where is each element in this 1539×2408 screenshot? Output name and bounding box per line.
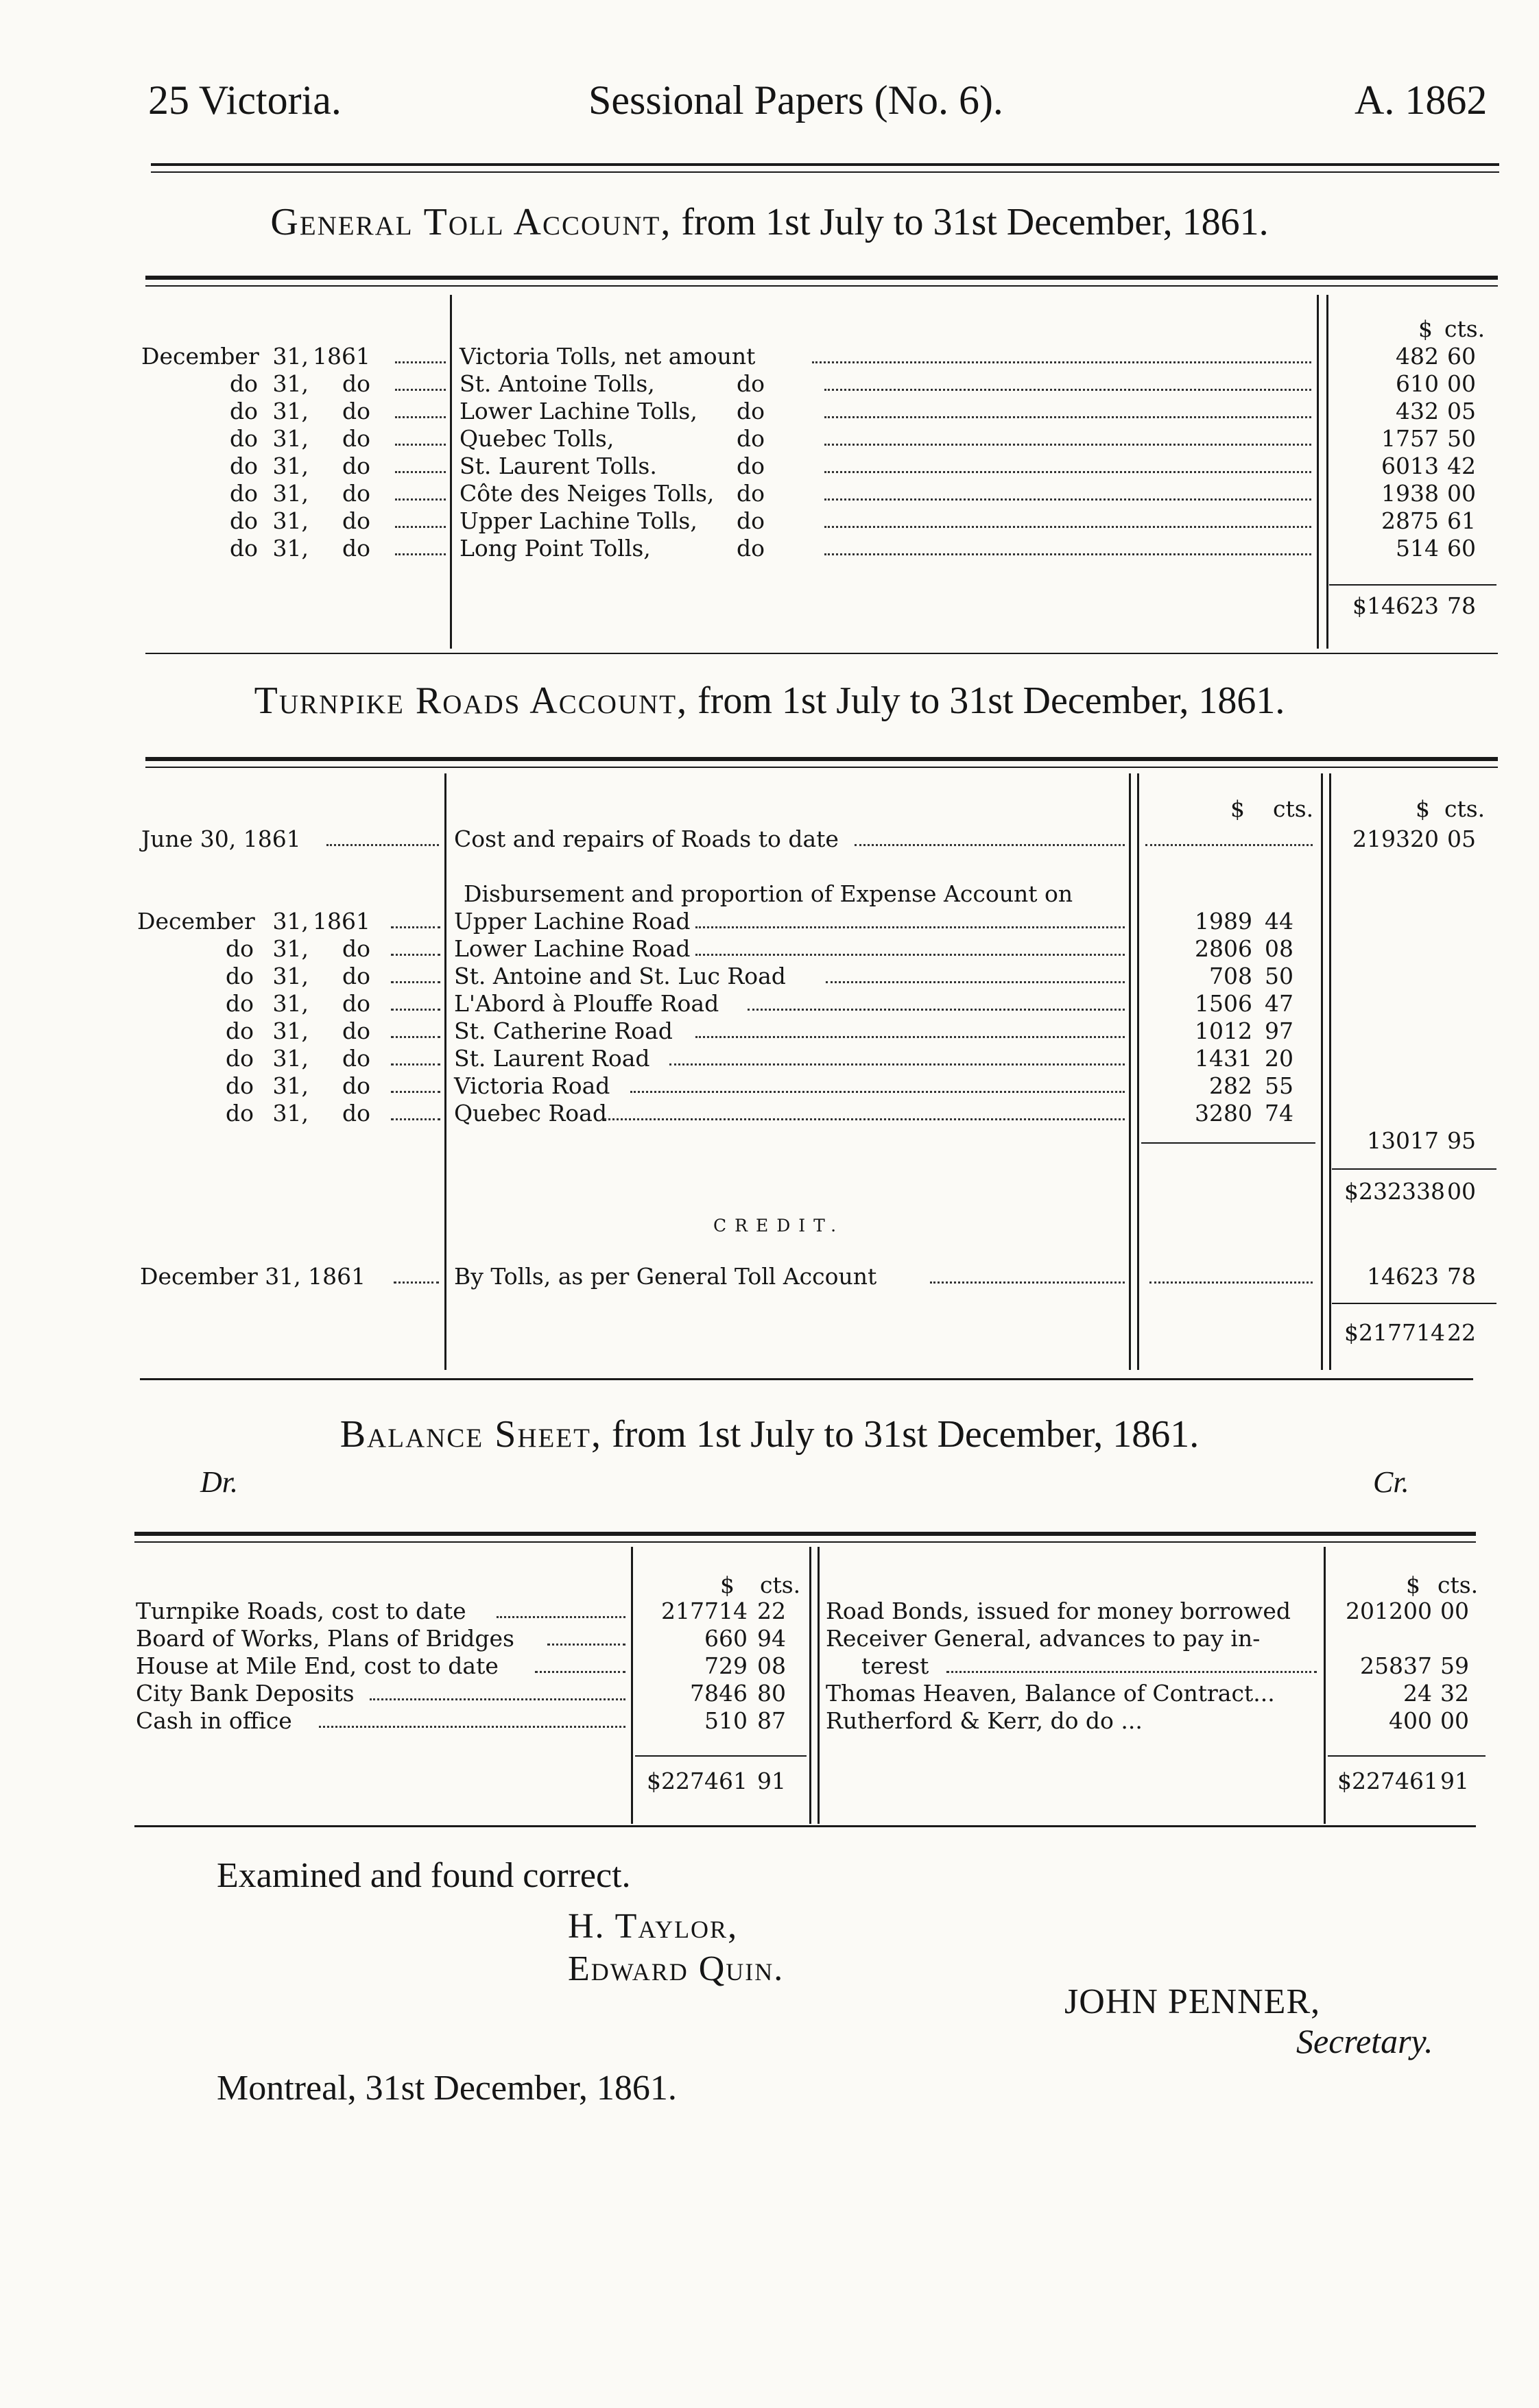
turnpike-row-desc: St. Antoine and St. Luc Road (454, 963, 786, 989)
toll-row-dollars: 432 (1396, 398, 1439, 424)
toll-row-date-day: 31, (272, 480, 309, 507)
balance-left-desc: Board of Works, Plans of Bridges (136, 1625, 514, 1652)
toll-row-date-month: do (230, 535, 258, 562)
toll-row-desc: Lower Lachine Tolls, (460, 398, 697, 424)
turnpike-row-desc: St. Laurent Road (454, 1045, 650, 1072)
turnpike-row-date-month: do (226, 1072, 254, 1099)
balance-right-total-cents: 91 (1440, 1768, 1469, 1794)
turnpike-row-date-day: 31, (272, 1072, 309, 1099)
turnpike-row (0, 908, 1539, 935)
toll-row-date-month: do (230, 480, 258, 507)
balance-right-row (0, 1652, 1539, 1680)
turnpike-row-cents: 44 (1265, 908, 1293, 935)
turnpike-net-rule (1332, 1303, 1496, 1304)
toll-title (0, 200, 1539, 244)
turnpike-sum-rule (1332, 1168, 1496, 1170)
turnpike-row (0, 963, 1539, 990)
toll-row-date-year: do (342, 453, 370, 479)
toll-row-cents: 60 (1447, 343, 1476, 370)
toll-row-dollars: 514 (1396, 535, 1439, 562)
toll-row-ditto: do (737, 398, 765, 424)
turnpike-top-rule (145, 757, 1498, 761)
header-rule (151, 163, 1499, 166)
balance-left-dollars: 7846 (690, 1680, 748, 1707)
toll-row-dollars: 1938 (1381, 480, 1439, 507)
balance-right-row (0, 1625, 1539, 1652)
turnpike-col-dollar-outer: $ (1416, 795, 1430, 822)
turnpike-first-date: June 30, 1861 (141, 826, 301, 852)
turnpike-col-cts-inner: cts. (1273, 795, 1314, 822)
balance-right-dollars: 201200 (1346, 1598, 1432, 1624)
turnpike-net (1344, 1319, 1495, 1347)
toll-row-dollars: 2875 (1381, 507, 1439, 534)
balance-right-cents: 00 (1440, 1707, 1469, 1734)
turnpike-row (0, 1018, 1539, 1045)
toll-row-dollars: 482 (1396, 343, 1439, 370)
turnpike-first-cents: 05 (1447, 826, 1476, 852)
balance-title (0, 1412, 1539, 1456)
turnpike-row (0, 1045, 1539, 1072)
balance-left-dollars: 217714 (661, 1598, 748, 1624)
balance-right-dollars: 24 (1403, 1680, 1432, 1707)
toll-row-dollars: 610 (1396, 370, 1439, 397)
toll-col-header (1344, 315, 1495, 343)
turnpike-row-date-month: December (137, 908, 255, 935)
balance-right-total-dollars: $227461 (1337, 1768, 1438, 1794)
turnpike-row-cents: 20 (1265, 1045, 1293, 1072)
toll-top-rule (145, 276, 1498, 280)
toll-row-date-day: 31, (272, 535, 309, 562)
turnpike-row-date-day: 31, (272, 1045, 309, 1072)
turnpike-row-dollars: 2806 (1195, 935, 1252, 962)
balance-right-cents: 32 (1440, 1680, 1469, 1707)
toll-row-cents: 61 (1447, 507, 1476, 534)
balance-right-desc: Road Bonds, issued for money borrowed (826, 1598, 1291, 1624)
turnpike-disb-total-cents: 95 (1447, 1127, 1476, 1154)
balance-left-cents: 87 (757, 1707, 786, 1734)
balance-right-total (1337, 1768, 1488, 1795)
turnpike-disb-total-dollars: 13017 (1367, 1127, 1439, 1154)
balance-right-desc: Thomas Heaven, Balance of Contract... (826, 1680, 1275, 1707)
turnpike-row-dollars: 1431 (1195, 1045, 1252, 1072)
balance-right-desc: Rutherford & Kerr, do do ... (826, 1707, 1143, 1734)
toll-row (0, 370, 1539, 398)
turnpike-row-date-day: 31, (272, 908, 309, 935)
balance-bottom-rule (134, 1825, 1476, 1827)
signature-quin: Edward Quin. (568, 1949, 785, 1988)
toll-row-date-day: 31, (272, 425, 309, 452)
toll-row (0, 398, 1539, 425)
turnpike-row-desc: Victoria Road (454, 1072, 610, 1099)
balance-left-cents: 08 (757, 1652, 786, 1679)
balance-right-dollars: 400 (1389, 1707, 1432, 1734)
toll-row-desc: Long Point Tolls, (460, 535, 651, 562)
balance-title-rest: from 1st July to 31st December, 1861. (601, 1413, 1200, 1456)
header-left: 25 Victoria. (148, 77, 342, 123)
balance-left-cents: 94 (757, 1625, 786, 1652)
turnpike-credit-row (0, 1263, 1539, 1290)
balance-top-rule-thin (134, 1541, 1476, 1543)
toll-row-date-month: December (141, 343, 259, 370)
toll-row-date-day: 31, (272, 453, 309, 479)
balance-top-rule (134, 1532, 1476, 1536)
turnpike-col-cts-outer: cts. (1444, 795, 1486, 822)
toll-row-cents: 00 (1447, 480, 1476, 507)
toll-total-dollars: $14623 (1352, 592, 1439, 619)
turnpike-col-dollar-inner: $ (1230, 795, 1245, 822)
turnpike-row-cents: 97 (1265, 1018, 1293, 1044)
balance-right-desc: Receiver General, advances to pay in- (826, 1625, 1261, 1652)
balance-left-col-header: $ cts. (720, 1572, 801, 1598)
toll-total-cents: 78 (1447, 592, 1476, 619)
turnpike-row-date-year: do (342, 1018, 370, 1044)
secretary-title: Secretary. (1296, 2022, 1433, 2060)
balance-right-cents: 59 (1440, 1652, 1469, 1679)
balance-left-cents: 80 (757, 1680, 786, 1707)
turnpike-row-desc: Lower Lachine Road (454, 935, 691, 962)
turnpike-credit-desc: By Tolls, as per General Toll Account (454, 1263, 877, 1290)
turnpike-title (0, 679, 1539, 723)
turnpike-row-dollars: 708 (1209, 963, 1252, 989)
turnpike-row-date-year: do (342, 963, 370, 989)
toll-row-cents: 60 (1447, 535, 1476, 562)
balance-title-sc: Balance Sheet, (339, 1413, 602, 1456)
secretary-name: JOHN PENNER, (1064, 1982, 1321, 2021)
balance-left-total (645, 1768, 809, 1795)
toll-sum-rule (1329, 584, 1496, 586)
header-right: A. 1862 (1355, 77, 1488, 123)
turnpike-row-desc: St. Catherine Road (454, 1018, 673, 1044)
toll-row (0, 425, 1539, 453)
balance-right-row (0, 1680, 1539, 1707)
header-center: Sessional Papers (No. 6). (588, 77, 1003, 123)
toll-row-ditto: do (737, 453, 765, 479)
turnpike-row-date-month: do (226, 1045, 254, 1072)
turnpike-sum-dollars: $232338 (1344, 1178, 1445, 1205)
toll-top-rule-thin (145, 285, 1498, 287)
balance-left-total-cents: 91 (757, 1768, 786, 1794)
turnpike-row-date-day: 31, (272, 1100, 309, 1127)
toll-col-dollar: $ (1418, 315, 1433, 342)
turnpike-row-desc: Upper Lachine Road (454, 908, 691, 935)
balance-cr: Cr. (1373, 1465, 1409, 1499)
turnpike-row-date-year: do (342, 990, 370, 1017)
balance-right-row (0, 1598, 1539, 1625)
turnpike-row-dollars: 1506 (1195, 990, 1252, 1017)
turnpike-row-cents: 47 (1265, 990, 1293, 1017)
toll-row-date-year: do (342, 535, 370, 562)
turnpike-top-rule-thin (145, 767, 1498, 768)
turnpike-row-dollars: 1989 (1195, 908, 1252, 935)
toll-row-date-year: do (342, 425, 370, 452)
turnpike-first-row (0, 826, 1539, 853)
turnpike-disb-total (1344, 1127, 1495, 1155)
toll-row-date-day: 31, (272, 398, 309, 424)
turnpike-row-cents: 55 (1265, 1072, 1293, 1099)
toll-row (0, 480, 1539, 507)
turnpike-row-cents: 08 (1265, 935, 1293, 962)
turnpike-row (0, 935, 1539, 963)
turnpike-row-date-month: do (226, 990, 254, 1017)
turnpike-net-dollars: $217714 (1344, 1319, 1445, 1346)
turnpike-credit-label: CREDIT. (713, 1216, 845, 1236)
turnpike-row-date-month: do (226, 1018, 254, 1044)
turnpike-row-date-day: 31, (272, 963, 309, 989)
balance-right-sum-rule (1328, 1755, 1486, 1757)
toll-row-ditto: do (737, 425, 765, 452)
toll-row-date-year: do (342, 480, 370, 507)
toll-row-desc: St. Laurent Tolls. (460, 453, 657, 479)
turnpike-row-cents: 74 (1265, 1100, 1293, 1127)
turnpike-row-date-year: do (342, 1100, 370, 1127)
toll-row-date-month: do (230, 398, 258, 424)
toll-title-sc: General Toll Account, (270, 201, 672, 243)
turnpike-first-desc: Cost and repairs of Roads to date (454, 826, 839, 852)
balance-right-dollars: 25837 (1360, 1652, 1432, 1679)
turnpike-first-dollars: 219320 (1352, 826, 1439, 852)
toll-row-cents: 00 (1447, 370, 1476, 397)
turnpike-row-desc: L'Abord à Plouffe Road (454, 990, 719, 1017)
toll-row-desc: Côte des Neiges Tolls, (460, 480, 715, 507)
turnpike-row-date-year: do (342, 935, 370, 962)
turnpike-row (0, 1072, 1539, 1100)
balance-left-total-dollars: $227461 (647, 1768, 748, 1794)
toll-row-date-month: do (230, 453, 258, 479)
examined-text: Examined and found correct. (217, 1856, 631, 1895)
toll-row-date-day: 31, (272, 507, 309, 534)
turnpike-row (0, 990, 1539, 1018)
toll-row-cents: 42 (1447, 453, 1476, 479)
turnpike-row-desc: Quebec Road (454, 1100, 607, 1127)
toll-row-dollars: 1757 (1381, 425, 1439, 452)
balance-left-desc: Turnpike Roads, cost to date (136, 1598, 466, 1624)
toll-row-date-year: do (342, 507, 370, 534)
turnpike-disb-heading: Disbursement and proportion of Expense Account on (464, 880, 1073, 907)
toll-col-cts: cts. (1444, 315, 1486, 342)
turnpike-row-date-day: 31, (272, 990, 309, 1017)
toll-bottom-rule (145, 653, 1498, 654)
turnpike-row-dollars: 3280 (1195, 1100, 1252, 1127)
turnpike-row-date-month: do (226, 935, 254, 962)
toll-row (0, 343, 1539, 370)
balance-right-col-header: $ cts. (1406, 1572, 1479, 1598)
toll-row (0, 535, 1539, 562)
header-rule-thin (151, 171, 1499, 173)
turnpike-row-date-day: 31, (272, 1018, 309, 1044)
balance-left-cents: 22 (757, 1598, 786, 1624)
balance-dr: Dr. (200, 1465, 239, 1499)
turnpike-title-rest: from 1st July to 31st December, 1861. (688, 679, 1285, 722)
toll-row (0, 453, 1539, 480)
turnpike-row-date-year: do (342, 1045, 370, 1072)
turnpike-net-cents: 22 (1447, 1319, 1476, 1346)
toll-total (1344, 592, 1495, 620)
toll-row-ditto: do (737, 370, 765, 397)
balance-left-sum-rule (635, 1755, 807, 1757)
toll-row-ditto: do (737, 480, 765, 507)
turnpike-disb-sum-rule (1141, 1142, 1315, 1144)
signature-taylor: H. Taylor, (568, 1907, 739, 1946)
toll-row-desc: Victoria Tolls, net amount (460, 343, 756, 370)
turnpike-credit-date: December 31, 1861 (140, 1263, 366, 1290)
turnpike-col-header-inner (1145, 795, 1317, 823)
toll-row-date-month: do (230, 370, 258, 397)
toll-row-date-month: do (230, 507, 258, 534)
toll-row-ditto: do (737, 535, 765, 562)
toll-row (0, 507, 1539, 535)
toll-row-cents: 50 (1447, 425, 1476, 452)
toll-row-date-year: 1861 (313, 343, 370, 370)
balance-right-row (0, 1707, 1539, 1735)
turnpike-row-cents: 50 (1265, 963, 1293, 989)
turnpike-col-header-outer (1344, 795, 1495, 823)
toll-row-date-year: do (342, 398, 370, 424)
turnpike-row (0, 1100, 1539, 1127)
turnpike-row-dollars: 1012 (1195, 1018, 1252, 1044)
toll-row-dollars: 6013 (1381, 453, 1439, 479)
balance-right-desc: terest (861, 1652, 929, 1679)
toll-title-rest: from 1st July to 31st December, 1861. (671, 201, 1269, 243)
turnpike-sum (1344, 1178, 1495, 1205)
toll-row-date-day: 31, (272, 370, 309, 397)
turnpike-bottom-rule (140, 1378, 1473, 1380)
toll-row-date-day: 31, (272, 343, 309, 370)
turnpike-row-date-year: do (342, 1072, 370, 1099)
balance-left-dollars: 660 (704, 1625, 748, 1652)
place-date: Montreal, 31st December, 1861. (217, 2069, 677, 2108)
toll-row-desc: Quebec Tolls, (460, 425, 615, 452)
toll-row-date-month: do (230, 425, 258, 452)
turnpike-credit-dollars: 14623 (1367, 1263, 1439, 1290)
balance-left-desc: Cash in office (136, 1707, 292, 1734)
balance-right-cents: 00 (1440, 1598, 1469, 1624)
turnpike-row-date-month: do (226, 1100, 254, 1127)
turnpike-row-date-day: 31, (272, 935, 309, 962)
toll-row-cents: 05 (1447, 398, 1476, 424)
balance-left-dollars: 510 (704, 1707, 748, 1734)
turnpike-sum-cents: 00 (1447, 1178, 1476, 1205)
toll-row-desc: Upper Lachine Tolls, (460, 507, 697, 534)
turnpike-credit-cents: 78 (1447, 1263, 1476, 1290)
toll-row-date-year: do (342, 370, 370, 397)
turnpike-row-date-month: do (226, 963, 254, 989)
balance-left-dollars: 729 (704, 1652, 748, 1679)
turnpike-row-dollars: 282 (1209, 1072, 1252, 1099)
balance-left-desc: City Bank Deposits (136, 1680, 355, 1707)
toll-row-ditto: do (737, 507, 765, 534)
toll-row-desc: St. Antoine Tolls, (460, 370, 655, 397)
balance-left-desc: House at Mile End, cost to date (136, 1652, 499, 1679)
turnpike-title-sc: Turnpike Roads Account, (254, 679, 689, 722)
turnpike-row-date-year: 1861 (313, 908, 370, 935)
